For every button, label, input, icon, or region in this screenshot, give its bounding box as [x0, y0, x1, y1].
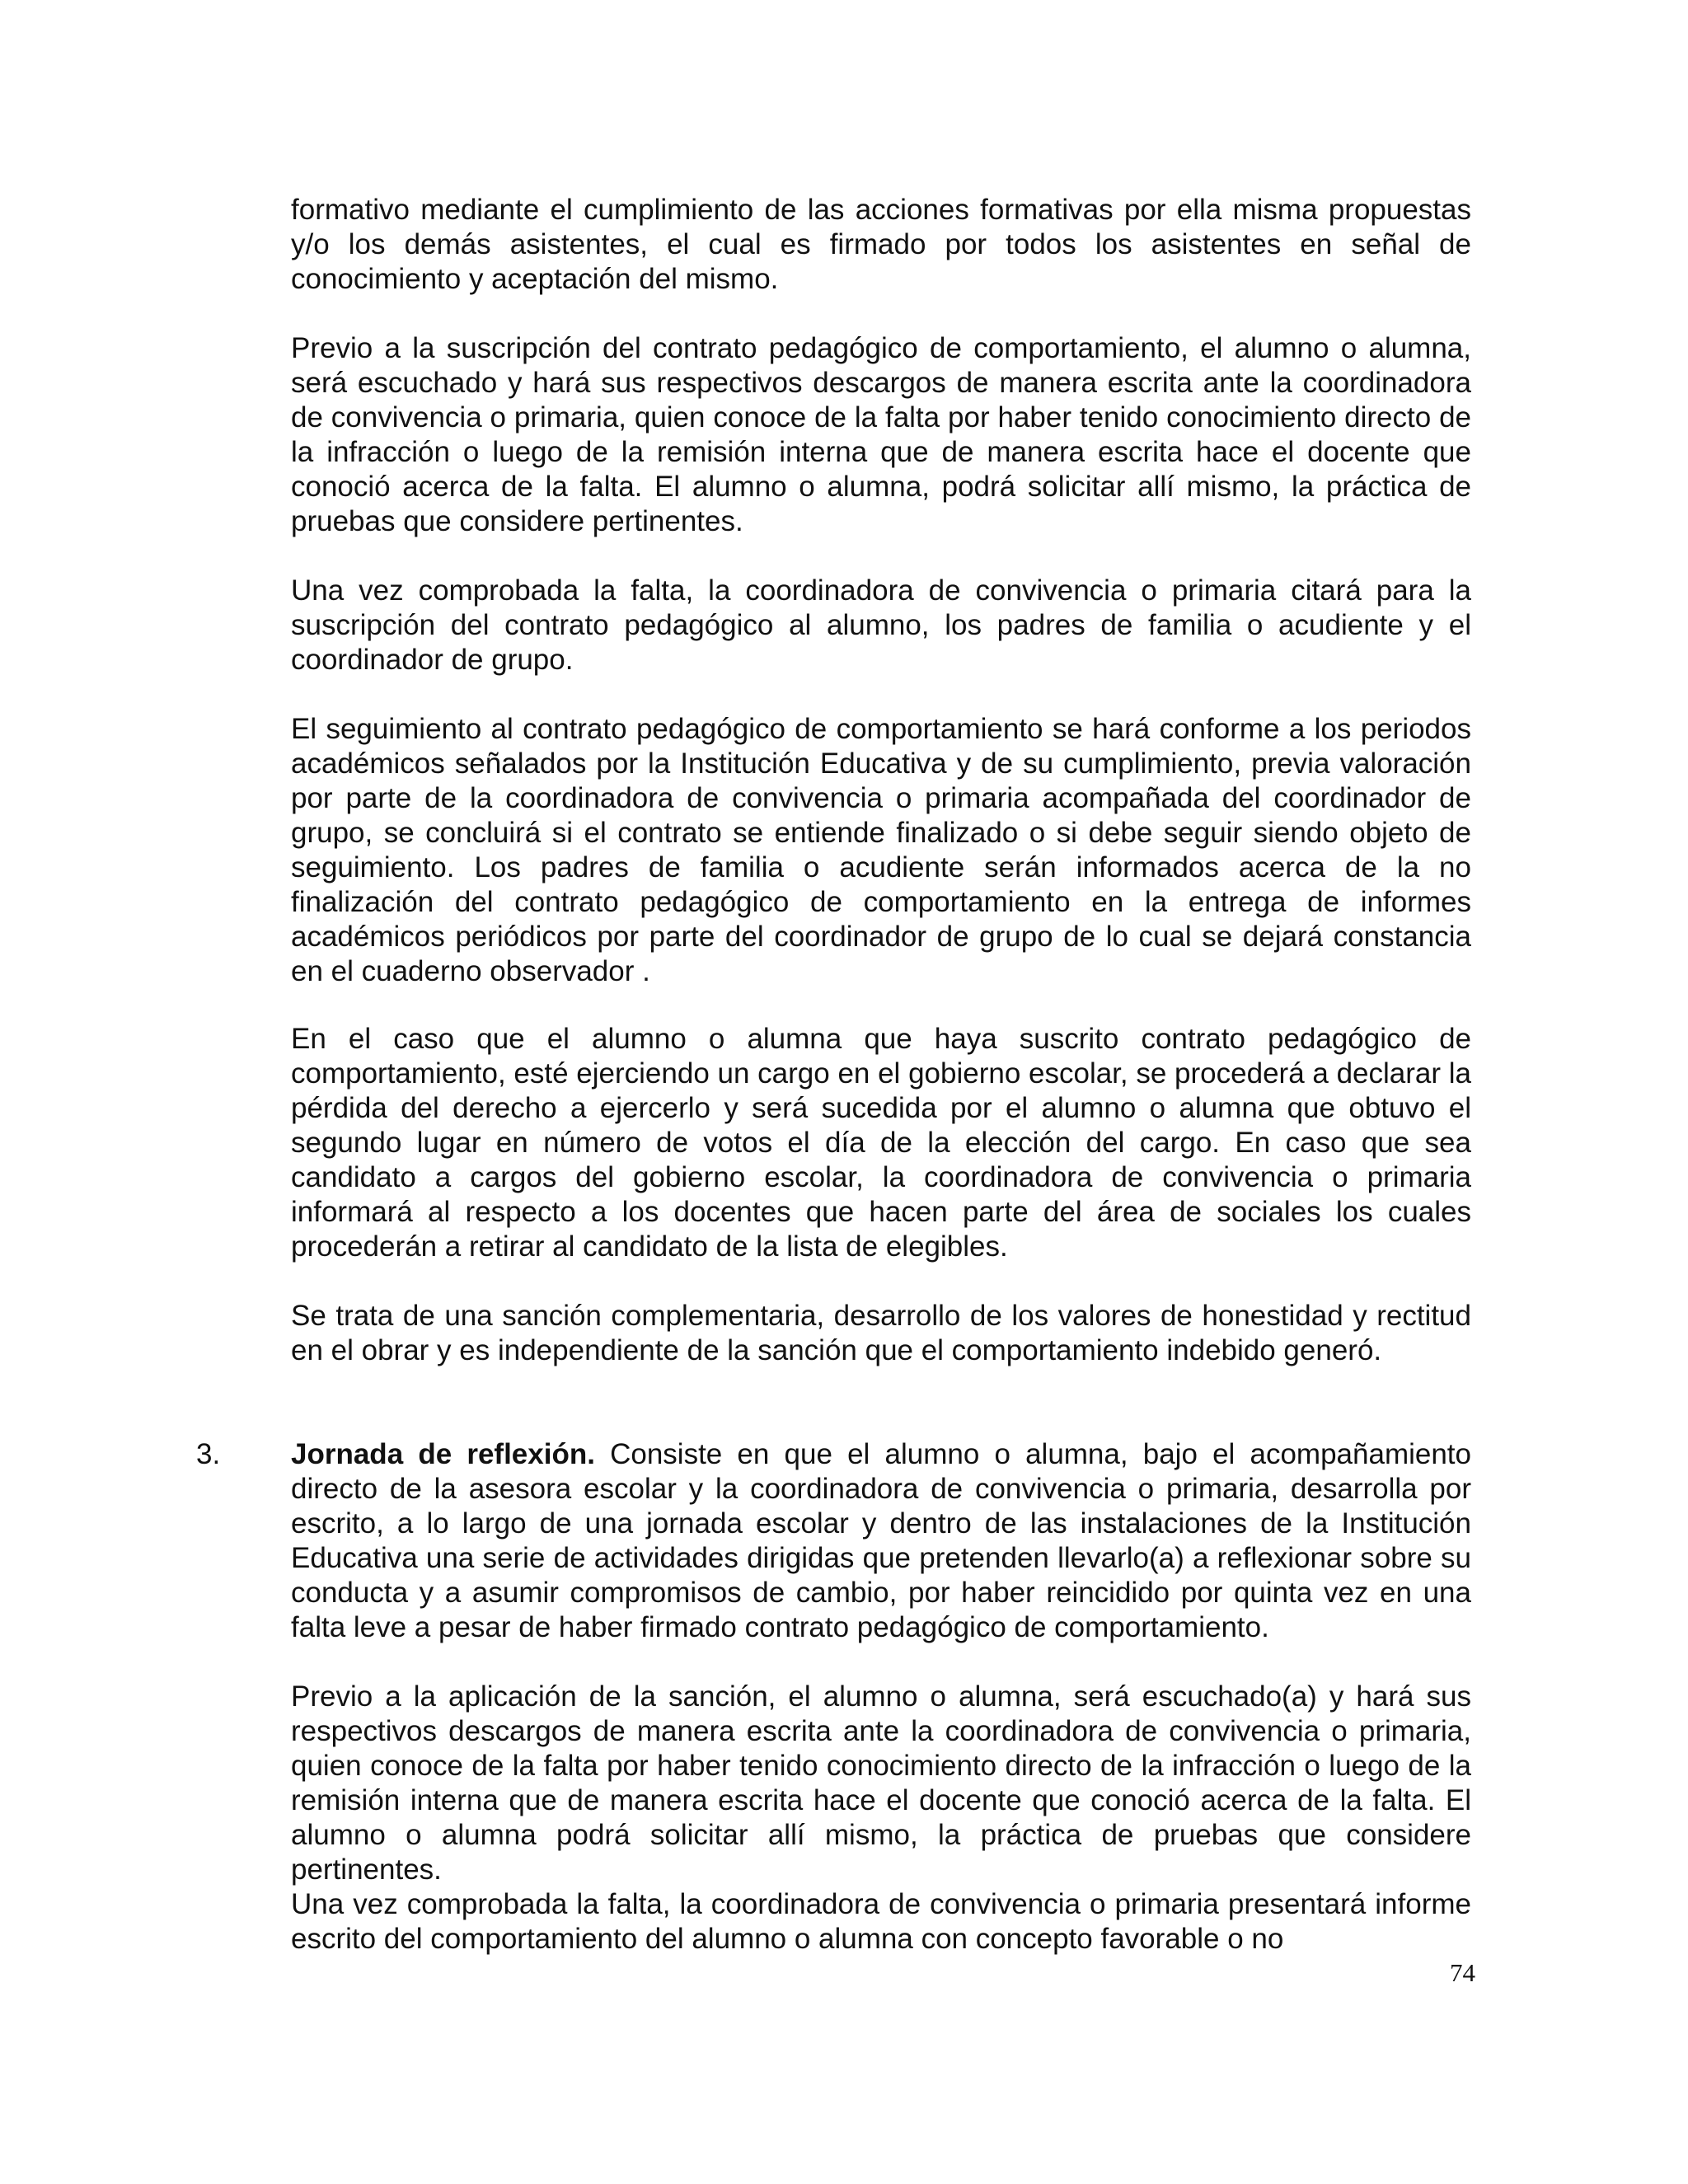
paragraph-gobierno-escolar: En el caso que el alumno o alumna que haya suscrito contrato pedagógico de comportamiento, esté ejerciendo un cargo en el gobierno escolar, se procederá a declarar la pérdida del derecho a ejercerlo y será sucedida por el alumno o alumna que obtuvo el segundo lugar en número de votos el día de la elección del cargo. En caso que sea candidato a cargos del gobierno escolar, la coordinadora de convivencia o primaria informará al respecto a los docentes que hacen parte del área de sociales los cuales procederán a retirar al candidato de la lista de elegibles.	[291, 1023, 1471, 1263]
paragraph-comprobada-falta: Una vez comprobada la falta, la coordinadora de convivencia o primaria citará para la suscripción del contrato pedagógico al alumno, los padres de familia o acudiente y el coordinador de grupo.	[291, 574, 1471, 676]
list-item-number: 3.	[196, 1438, 221, 1470]
paragraph-informe-escrito: Una vez comprobada la falta, la coordinadora de convivencia o primaria presentará informe escrito del comportamiento del alumno o alumna con concepto favorable o no	[291, 1888, 1471, 1955]
list-item-jornada-reflexion	[291, 1437, 1471, 1645]
list-item-text: Consiste en que el alumno o alumna, bajo el acompañamiento directo de la asesora escolar y la coordinadora de convivencia o primaria, desarrolla por escrito, a lo largo de una jornada escolar y dentro de las instalaciones de la Institución Educativa una serie de actividades dirigidas que pretenden llevarlo(a) a reflexionar sobre su conducta y a asumir compromisos de cambio, por haber reincidido por quinta vez en una falta leve a pesar de haber firmado contrato pedagógico de comportamiento.	[291, 1438, 1471, 1643]
paragraph-sancion-complementaria: Se trata de una sanción complementaria, desarrollo de los valores de honestidad y rectitud en el obrar y es independiente de la sanción que el comportamiento indebido generó.	[291, 1300, 1471, 1366]
paragraph-previo-suscripcion: Previo a la suscripción del contrato pedagógico de comportamiento, el alumno o alumna, será escuchado y hará sus respectivos descargos de manera escrita ante la coordinadora de convivencia o primaria, quien conoce de la falta por haber tenido conocimiento directo de la infracción o luego de la remisión interna que de manera escrita hace el docente que conoció acerca de la falta. El alumno o alumna, podrá solicitar allí mismo, la práctica de pruebas que considere pertinentes.	[291, 332, 1471, 537]
list-item-title: Jornada de reflexión.	[291, 1438, 595, 1470]
paragraph-seguimiento: El seguimiento al contrato pedagógico de comportamiento se hará conforme a los periodos académicos señalados por la Institución Educativa y de su cumplimiento, previa valoración por parte de la coordinadora de convivencia o primaria acompañada del coordinador de grupo, se concluirá si el contrato se entiende finalizado o si debe seguir siendo objeto de seguimiento. Los padres de familia o acudiente serán informados acerca de la no finalización del contrato pedagógico de comportamiento en la entrega de informes académicos periódicos por parte del coordinador de grupo de lo cual se dejará constancia en el cuaderno observador .	[291, 713, 1471, 987]
paragraph-previo-aplicacion: Previo a la aplicación de la sanción, el alumno o alumna, será escuchado(a) y hará sus respectivos descargos de manera escrita ante la coordinadora de convivencia o primaria, quien conoce de la falta por haber tenido conocimiento directo de la infracción o luego de la remisión interna que de manera escrita hace el docente que conoció acerca de la falta. El alumno o alumna podrá solicitar allí mismo, la práctica de pruebas que considere pertinentes.	[291, 1680, 1471, 1886]
paragraph-formativo: formativo mediante el cumplimiento de las acciones formativas por ella misma propuestas y/o los demás asistentes, el cual es firmado por todos los asistentes en señal de conocimiento y aceptación del mismo.	[291, 194, 1471, 295]
page-number: 74	[1450, 1958, 1475, 1987]
